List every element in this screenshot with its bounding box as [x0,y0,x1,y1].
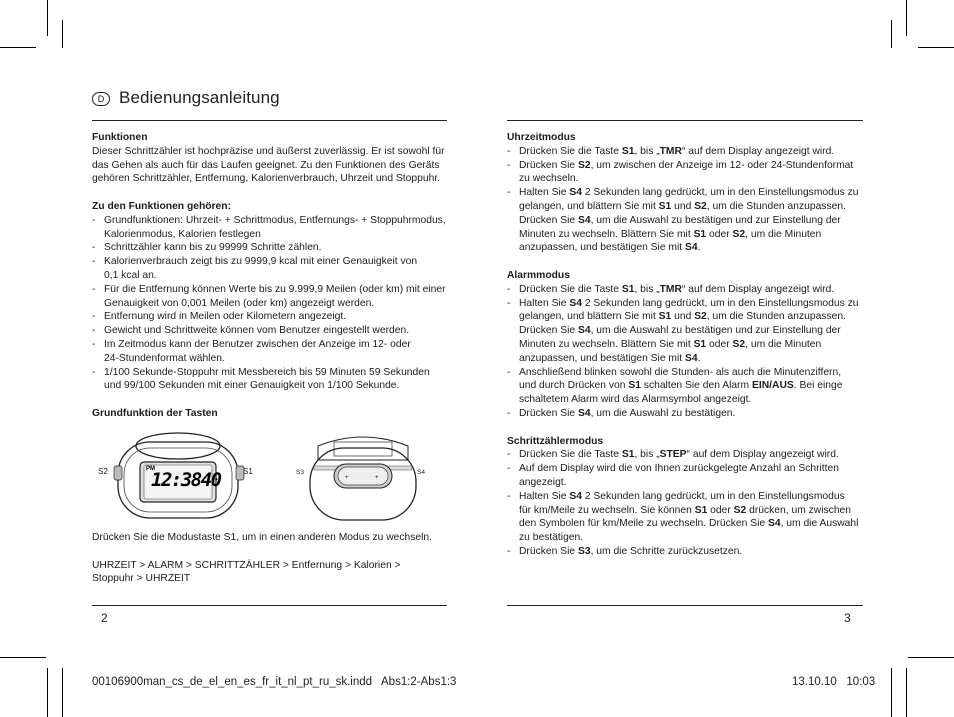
language-badge: D [92,92,110,106]
list-item: - Drücken Sie die Taste S1, bis „STEP“ auf dem Display angezeigt wird. [507,448,859,462]
list-item: - Kalorienverbrauch zeigt bis zu 9999,9 kcal mit einer Genauigkeit von 0,1 kcal an. [92,255,422,283]
left-column-text [92,131,452,421]
page-number-right: 3 [844,611,851,625]
crop-mark [906,668,907,717]
list-item: - 1/100 Sekunde-Stoppuhr mit Messbereich bis 59 Minuten 59 Sekunden und 99/100 Sekunden mit einer Genauigkeit von 1/100 Sekunde. [92,366,447,394]
includes-heading: Zu den Funktionen gehören: [92,200,231,212]
step-mode-list [507,448,859,558]
right-column-text [507,131,859,559]
crop-mark [62,668,63,717]
list-item: - Grundfunktionen: Uhrzeit- + Schrittmodus, Entfernungs- + Stoppuhrmodus, Kalorienmodus, Kalorien festlegen [92,214,447,242]
alarm-mode-list [507,283,859,421]
crop-mark [918,47,954,48]
left-column-lower [92,531,452,586]
crop-mark [906,0,907,36]
svg-text:+: + [345,475,349,481]
crop-mark [0,657,46,658]
functions-line: gehören Schrittzähler, Entfernung, Kalorienverbrauch, Uhrzeit und Stoppuhr. [92,173,441,185]
bottom-rule-left [92,605,447,606]
alarm-mode-heading: Alarmmodus [507,269,570,281]
page-number-left: 2 [101,611,108,625]
list-item: - Drücken Sie S3, um die Schritte zurückzusetzen. [507,545,859,559]
list-item: - Halten Sie S4 2 Sekunden lang gedrückt, um in den Einstellungsmodus zu gelangen, und blättern Sie mit S1 und S2, um die Stunden anzupassen. Drücken Sie S4, um die Auswahl zu bestätigen und zur Einstellung der Minuten zu wechseln. Blättern Sie mit S1 oder S2, um die Minuten anzupassen, und bestätigen Sie mit S4. [507,186,859,255]
buttons-heading: Grundfunktion der Tasten [92,407,218,419]
list-item: - Drücken Sie S4, um die Auswahl zu bestätigen. [507,407,859,421]
list-item: - Im Zeitmodus kann der Benutzer zwischen der Anzeige im 12- oder 24-Stundenformat wählen. [92,338,412,366]
mode-sequence-line: Stoppuhr > UHRZEIT [92,573,191,585]
crop-mark [47,668,48,717]
crop-mark [0,47,36,48]
list-item: - Für die Entfernung können Werte bis zu 9.999,9 Meilen (oder km) mit einer Genauigkeit von 0,001 Meilen (oder km) angezeigt werden. [92,283,447,311]
list-item: - Schrittzähler kann bis zu 99999 Schritte zählen. [92,241,452,255]
display-pm: PM [146,466,155,472]
crop-mark [891,668,892,717]
crop-mark [47,0,48,36]
functions-line: das Gehen als auch für das Laufen geeignet. Zu den Funktionen des Geräts [92,159,440,171]
crop-mark [62,20,63,48]
clock-mode-heading: Uhrzeitmodus [507,132,576,143]
list-item: - Drücken Sie die Taste S1, bis „TMR“ auf dem Display angezeigt wird. [507,145,859,159]
step-mode-heading: Schrittzählermodus [507,435,604,447]
button-label-s4: S4 [417,469,425,476]
functions-line: Dieser Schrittzähler ist hochpräzise und äußerst zuverlässig. Er ist sowohl für [92,145,445,157]
list-item: - Auf dem Display wird die von Ihnen zurückgelegte Anzahl an Schritten angezeigt. [507,462,859,490]
top-rule-left [92,120,447,121]
display-time: 12:3840 [151,469,221,491]
top-rule-right [507,120,863,121]
list-item: - Gewicht und Schrittweite können vom Benutzer eingestellt werden. [92,324,452,338]
list-item: - Drücken Sie S2, um zwischen der Anzeige im 12- oder 24-Stundenformat zu wechseln. [507,159,859,187]
pedometer-back-illustration [296,432,430,522]
mode-instruction: Drücken Sie die Modustaste S1, um in einen anderen Modus zu wechseln. [92,532,432,543]
button-label-s1: S1 [243,467,253,476]
button-label-s2: S2 [98,467,108,476]
crop-mark [891,20,892,48]
includes-list [92,214,452,393]
footer-file-info: 00106900man_cs_de_el_en_es_fr_it_nl_pt_ru_sk.indd Abs1:2-Abs1:3 [92,676,457,688]
button-label-s3: S3 [296,469,304,476]
footer-date: 13.10.10 10:03 [792,676,876,688]
list-item: - Halten Sie S4 2 Sekunden lang gedrückt, um in den Einstellungsmodus für km/Meile zu wechseln. Sie können S1 oder S2 drücken, um zwischen den Symbolen für km/Meile zu wechseln. Drücken Sie S4, um die Auswahl zu bestätigen. [507,490,859,545]
list-item: - Halten Sie S4 2 Sekunden lang gedrückt, um in den Einstellungsmodus zu gelangen, und blättern Sie mit S1 und S2, um die Stunden anzupassen. Drücken Sie S4, um die Auswahl zu bestätigen und zur Einstellung der Minuten zu wechseln. Blättern Sie mit S1 oder S2, um die Minuten anzupassen, und bestätigen Sie mit S4. [507,297,859,366]
functions-heading: Funktionen [92,132,148,143]
page-title: Bedienungsanleitung [119,88,280,107]
list-item: - Entfernung wird in Meilen oder Kilometern angezeigt. [92,310,452,324]
crop-mark [908,657,954,658]
mode-sequence-line: UHRZEIT > ALARM > SCHRITTZÄHLER > Entfernung > Kalorien > [92,559,401,571]
bottom-rule-right [507,605,863,606]
list-item: - Anschließend blinken sowohl die Stunden- als auch die Minutenziffern, und durch Drücken von S1 schalten Sie den Alarm EIN/AUS. Bei einge schaltetem Alarm wird das Alarmsymbol angezeigt. [507,366,859,407]
svg-text:+: + [375,475,379,481]
clock-mode-list [507,145,859,255]
list-item: - Drücken Sie die Taste S1, bis „TMR“ auf dem Display angezeigt wird. [507,283,859,297]
